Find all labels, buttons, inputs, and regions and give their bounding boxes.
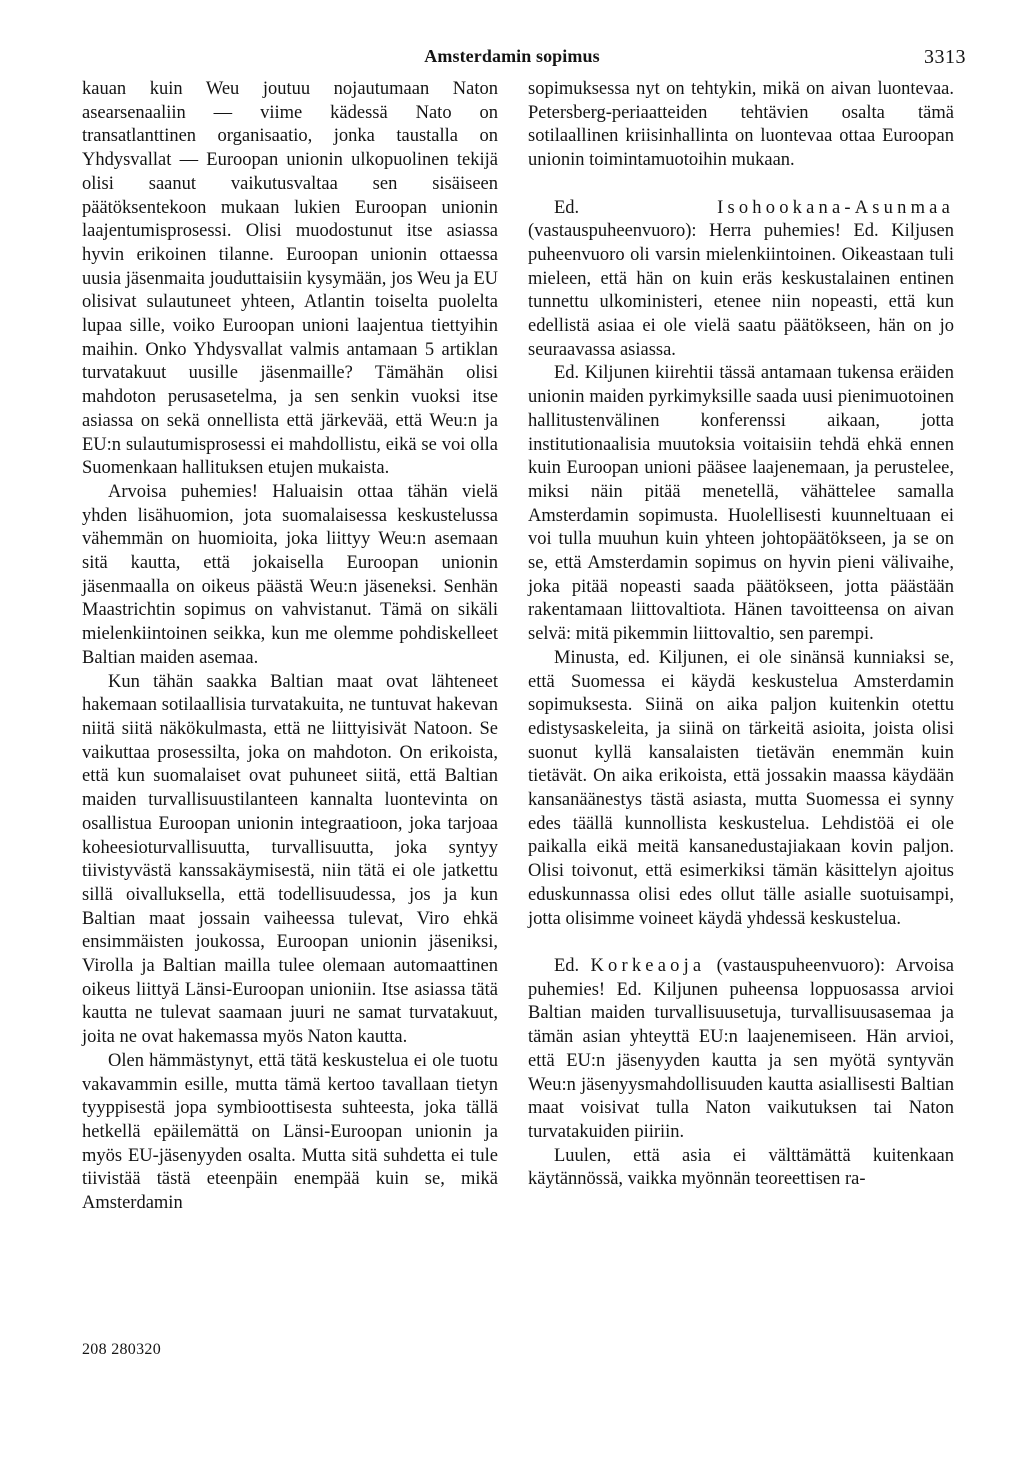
speaker-prefix: Ed. <box>554 955 580 976</box>
paragraph: Kun tähän saakka Baltian maat ovat lähteneet hakemaan sotilaallisia turvatakuita, ne tuntuvat hakevan niitä siitä näkökulmasta, että ne liittyisivät Natoon. Se vaikuttaa prosessilta, joka on mahdoton. On erikoista, että kun suomalaiset ovat puhuneet siitä, että Baltian maiden turvallisuustilanteen kannalta luontevinta on osallistua Euroopan unionin integraatioon, joka tarjoaa koheesioturvallisuutta, turvallisuutta, joka syntyy tiivistyvästä kanssakäymisestä, niin tätä ei ole jatkettu sillä oivalluksella, että todellisuudessa, jos ja kun Baltian maat jossain vaiheessa tulevat, Viro ehkä ensimmäisten joukossa, Euroopan unionin jäseniksi, Virolla ja Baltian mailla tulee olemaan automaattinen oikeus liittyä Länsi-Euroopan unioniin. Itse asiassa tätä kautta ne tulevat saamaan juuri ne samat turvatakuut, joita ne ovat hakemassa myös Naton kautta. <box>82 671 498 1048</box>
speech-text: (vastauspuheenvuoro): Arvoisa puhemies! Ed. Kiljunen puheensa loppuosassa arvioi Baltian maiden turvallisuusetuja, turvallisuusasemaa ja tämän asian yhteyttä EU:n laajenemiseen. Hän arvioi, että EU:n jäsenyyden kautta ja sen myötä syntyvän Weu:n jäsenyysmahdollisuuden kautta asiallisesti Baltian maat voisivat tulla Naton vaikutuksen tai Naton turvatakuiden piiriin. <box>528 955 954 1142</box>
speaker-paragraph <box>528 197 954 363</box>
page-title: Amsterdamin sopimus <box>424 46 600 66</box>
paragraph: kauan kuin Weu joutuu nojautumaan Naton asearsenaaliin — viime kädessä Nato on transatlanttinen organisaatio, jonka taustalla on Yhdysvallat — Euroopan unionin ulkopuolinen tekijä olisi saanut vaikutusvaltaa sen sisäiseen päätöksentekoon mukaan lukien Euroopan unionin laajentumisprosessi. Olisi muodostunut itse asiassa hyvin erikoinen tilanne. Euroopan unionin ottaessa uusia jäsenmaita jouduttaisiin kysymään, jos Weu ja EU olisivat sulautuneet yhteen, Atlantin toiselta puolelta lupaa sille, voiko Euroopan unioni laajentua tiettyihin maihin. Onko Yhdysvallat valmis antamaan 5 artiklan turvatakuut uusille jäsenmaille? Tämähän olisi mahdoton perusasetelma, ja sen senkin vuoksi itse asiassa on sekä onnellista että järkevää, että Weu:n ja EU:n sulautumisprosessi ei mahdollistu, eikä se voi olla Suomenkaan hallituksen etujen mukaista. <box>82 79 498 479</box>
paragraph: Arvoisa puhemies! Haluaisin ottaa tähän vielä yhden lisähuomion, jota suomalaisessa keskustelussa vähemmän on huomioita, joka liittyy Weu:n asemaan sitä kautta, että jokaisella Euroopan unionin jäsenmaalla on oikeus päästä Weu:n jäseneksi. Senhän Maastrichtin sopimus on vahvistanut. Tämä on sikäli mielenkiintoinen seikka, kun me olemme pohdiskelleet Baltian maiden asemaa. <box>82 481 498 668</box>
right-column <box>528 78 954 1192</box>
footer-print-code: 208 280320 <box>82 1341 161 1358</box>
paragraph: sopimuksessa nyt on tehtykin, mikä on aivan luontevaa. Petersberg-periaatteiden tehtävien osalta tämä sotilaallinen kriisinhallinta on luontevaa ottaa Euroopan unionin toimintamuotoihin mukaan. <box>528 79 954 171</box>
paragraph: Olen hämmästynyt, että tätä keskustelua ei ole tuotu vakavammin esille, mutta tämä kertoo tavallaan tietyn tyyppisestä jopa symbioottisesta suhteesta, joka tällä hetkellä epäilemättä on Länsi-Euroopan unionin ja myös EU-jäsenyyden osalta. Mutta sitä suhdetta ei tule tiivistää tästä eteenpäin enempää kuin se, mikä Amsterdamin <box>82 1050 498 1214</box>
speaker-paragraph <box>528 955 954 1145</box>
speaker-name: Isohookana-Asunmaa <box>717 197 954 218</box>
page-number: 3313 <box>924 46 966 68</box>
speaker-name: Korkeaoja <box>590 955 706 976</box>
speech-text: (vastauspuheenvuoro): Herra puhemies! Ed. Kiljusen puheenvuoro oli varsin mielenkiintoinen. Oikeastaan tuli mieleen, että hän on kuin eräs keskustalainen entinen tunnettu ulkoministeri, etenee niin nopeasti, että kun edellistä asiaa ei ole vielä saatu päätökseen, hän on jo seuraavassa asiassa. <box>528 221 954 360</box>
speaker-prefix: Ed. <box>554 197 580 218</box>
paragraph: Ed. Kiljunen kiirehtii tässä antamaan tukensa eräiden unionin maiden pyrkimyksille saada uusi pienimuotoinen hallitustenvälinen konferenssi aikaan, jotta institutionaalisia muutoksia voitaisiin tehdä ehkä ennen kuin Euroopan unioni pääsee laajenemaan, ja perustelee, miksi näin pitää menetellä, vähättelee samalla Amsterdamin sopimusta. Huolellisesti kuunneltuaan ei voi tulla muuhun kuin yhteen johtopäätökseen, ja se on se, että Amsterdamin sopimus on hyvin pieni välivaihe, joka pitää nopeasti saada päätökseen, jotta päästään rakentamaan liittovaltiota. Hänen tavoitteensa on aivan selvä: mitä pikemmin liittovaltio, sen parempi. <box>528 363 954 645</box>
paragraph: Luulen, että asia ei välttämättä kuitenkaan käytännössä, vaikka myönnän teoreettisen ra- <box>528 1145 954 1190</box>
paragraph: Minusta, ed. Kiljunen, ei ole sinänsä kunniaksi se, että Suomessa ei käydä keskustelua Amsterdamin sopimuksesta. Siinä on aika paljon kuitenkin otettu edistysaskeleita, ja siinä on tärkeitä asioita, joista olisi suonut kyllä kansalaisten tietävän enemmän kuin tietävät. On aika erikoista, että jossakin maassa käydään kansanäänestys tästä asiasta, mutta Suomessa ei synny edes täällä kunnollista keskustelua. Lehdistöä ei ole paikalla eikä meitä kansanedustajiakaan kovin paljon. Olisi toivonut, että esimerkiksi tämän käsittelyn ajoitus eduskunnassa olisi edes ollut tälle asialle suotuisampi, jotta olisimme voineet käydä yhdessä keskustelua. <box>528 647 954 929</box>
left-column <box>82 78 498 1216</box>
